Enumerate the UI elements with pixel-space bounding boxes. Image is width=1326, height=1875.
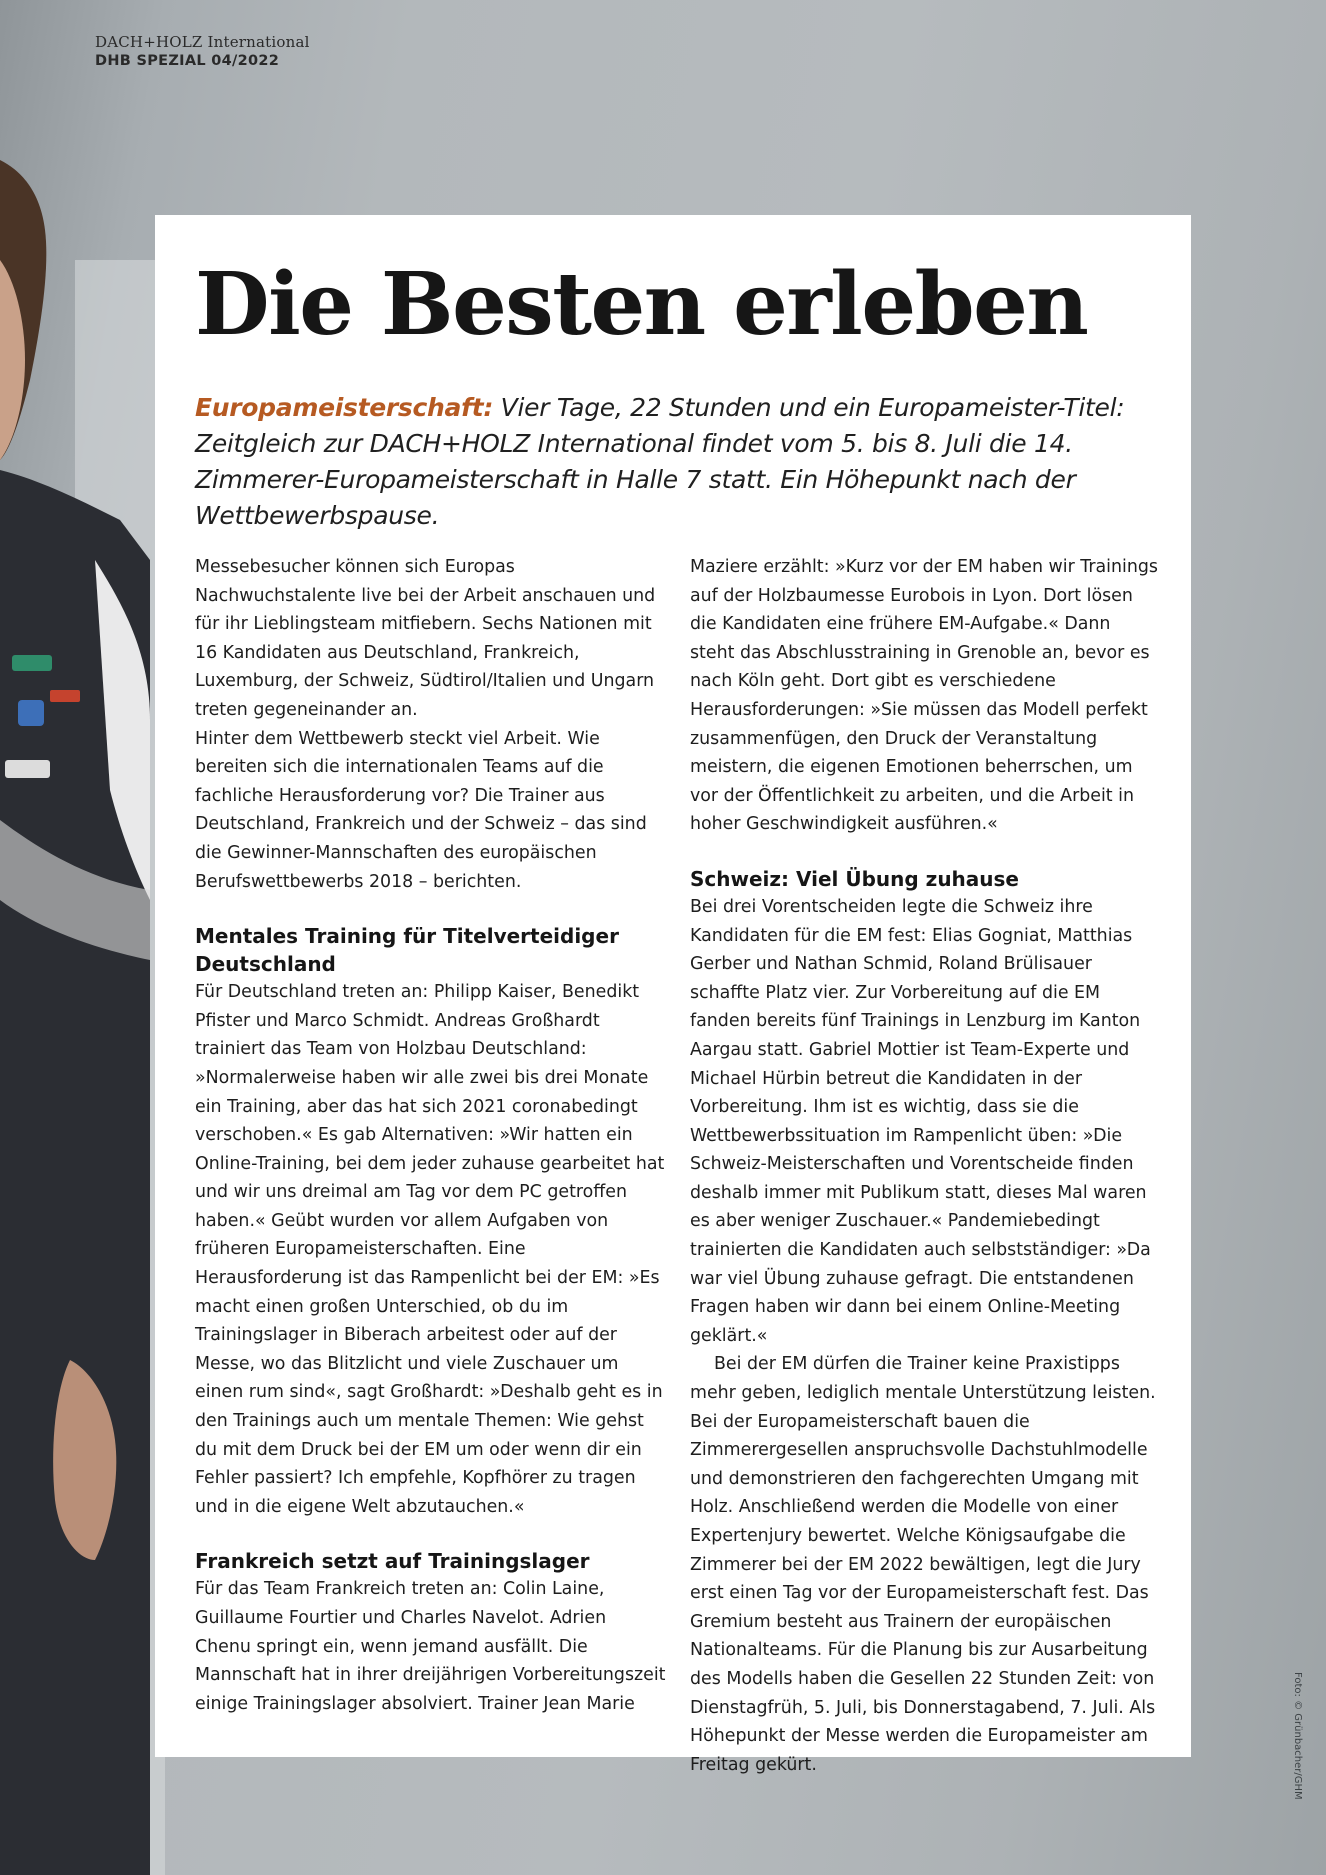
column-left [195,553,667,1718]
publication-name: DACH+HOLZ International [95,33,310,51]
section-heading-france: Frankreich setzt auf Trainingslager [195,1549,590,1574]
issue-label: DHB SPEZIAL 04/2022 [95,53,280,69]
section-text-germany: Für Deutschland treten an: Philipp Kaiser, Benedikt Pfister und Marco Schmidt. Andreas Großhardt trainiert das Team von Holzbau Deutschland: »Normalerweise haben wir alle zwei bis drei Monate ein Training, aber das hat sich 2021 coronabedingt verschoben.« Es gab Alternativen: »Wir hatten ein Online-Training, bei dem jeder zuhause gearbeitet hat und wir uns dreimal am Tag vor dem PC getroffen haben.« Geübt wurden vor allem Aufgaben von früheren Europameisterschaften. Eine Herausforderung ist das Rampenlicht bei der EM: »Es macht einen großen Unterschied, ob du im Trainingslager in Biberach arbeitest oder auf der Messe, wo das Blitzlicht und viele Zuschauer um einen rum sind«, sagt Großhardt: »Deshalb geht es in den Trainings auch um mentale Themen: Wie gehst du mit dem Druck bei der EM um oder wenn dir ein Fehler passiert? Ich empfehle, Kopfhörer zu tragen und in die eigene Welt abzutauchen.« [195,982,665,1517]
headline: Die Besten erleben [195,254,1088,355]
section-heading-switzerland: Schweiz: Viel Übung zuhause [690,866,1019,891]
photo-credit: Foto: © Grünbacher/GHM [1292,1672,1303,1800]
section-heading-germany: Mentales Training für Titelverteidiger Deutschland [195,924,619,977]
intro-paragraph-1: Messebesucher können sich Europas Nachwuchstalente live bei der Arbeit anschauen und für ihr Lieblingsteam mitfiebern. Sechs Nationen mit 16 Kandidaten aus Deutschland, Frankreich, Luxemburg, der Schweiz, Südtirol/Italien und Ungarn treten gegeneinander an. [195,557,656,720]
section-text-france-continued: Maziere erzählt: »Kurz vor der EM haben wir Trainings auf der Holzbaumesse Eurobois in Lyon. Dort lösen die Kandidaten eine frühere EM-Aufgabe.« Dann steht das Abschlusstraining in Grenoble an, bevor es nach Köln geht. Dort gibt es verschiedene Herausforderungen: »Sie müssen das Modell perfekt zusammenfügen, den Druck der Veranstaltung meistern, die eigenen Emotionen beherrschen, um vor der Öffentlichkeit zu arbeiten, und die Arbeit in hoher Geschwindigkeit ausführen.« [690,557,1158,835]
lead-kicker: Europameisterschaft: [195,393,494,422]
intro-paragraph-2: Hinter dem Wettbewerb steckt viel Arbeit. Wie bereiten sich die internationalen Teams auf die fachliche Herausforderung vor? Die Trainer aus Deutschland, Frankreich und der Schweiz – das sind die Gewinner-Mannschaften des europäischen Berufswettbewerbs 2018 – berichten. [195,728,647,892]
section-text-france: Für das Team Frankreich treten an: Colin Laine, Guillaume Fourtier und Charles Navelot. Adrien Chenu springt ein, wenn jemand ausfällt. Die Mannschaft hat in ihrer dreijährigen Vorbereitungszeit einige Trainingslager absolviert. Trainer Jean Marie [195,1579,666,1714]
column-right [690,553,1160,1779]
section-text-switzerland: Bei drei Vorentscheiden legte die Schweiz ihre Kandidaten für die EM fest: Elias Gogniat, Matthias Gerber und Nathan Schmid, Roland Brülisauer schaffte Platz vier. Zur Vorbereitung auf die EM fanden bereits fünf Trainings in Lenzburg im Kanton Aargau statt. Gabriel Mottier ist Team-Experte und Michael Hürbin betreut die Kandidaten in der Vorbereitung. Ihm ist es wichtig, dass sie die Wettbewerbssituation im Rampenlicht üben: »Die Schweiz-Meisterschaften und Vorentscheide finden deshalb immer mit Publikum statt, dieses Mal waren es aber weniger Zuschauer.« Pandemiebedingt trainierten die Kandidaten auch selbstständiger: »Da war viel Übung zuhause gefragt. Die entstandenen Fragen haben wir dann bei einem Online-Meeting geklärt.« [690,896,1151,1346]
closing-paragraph: Bei der EM dürfen die Trainer keine Praxistipps mehr geben, lediglich mentale Unterstützung leisten. Bei der Europameisterschaft bauen die Zimmerergesellen anspruchsvolle Dachstuhlmodelle und demonstrieren den fachgerechten Umgang mit Holz. Anschließend werden die Modelle von einer Expertenjury bewertet. Welche Königsaufgabe die Zimmerer bei der EM 2022 bewältigen, legt die Jury erst einen Tag vor der Europameisterschaft fest. Das Gremium besteht aus Trainern der europäischen Nationalteams. Für die Planung bis zur Ausarbeitung des Modells haben die Gesellen 22 Stunden Zeit: von Dienstagfrüh, 5. Juli, bis Donnerstagabend, 7. Juli. Als Höhepunkt der Messe werden die Europameister am Freitag gekürt. [690,1354,1156,1775]
lead-paragraph [195,390,1155,534]
article-card [155,215,1191,1775]
lead-text: Vier Tage, 22 Stunden und ein Europameister-Titel: Zeitgleich zur DACH+HOLZ International findet vom 5. bis 8. Juli die 14. Zimmerer-Europameisterschaft in Halle 7 statt. Ein Höhepunkt nach der Wettbewerbspause. [195,393,1125,530]
masthead [95,33,310,71]
